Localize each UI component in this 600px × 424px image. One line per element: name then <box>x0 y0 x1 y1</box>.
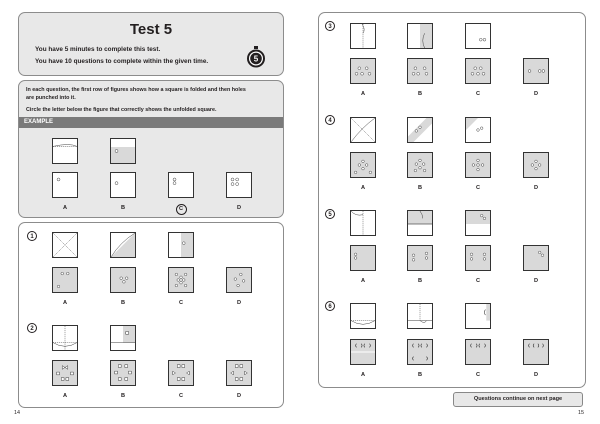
q3-fold-step-1 <box>350 23 376 49</box>
q4-fold-step-1 <box>350 117 376 143</box>
q5-fold-step-1 <box>350 210 376 236</box>
q3-option-a <box>350 58 376 84</box>
q2-option-label-b[interactable]: B <box>120 393 126 399</box>
q3-option-c <box>465 58 491 84</box>
question-3-number: 3 <box>325 21 335 31</box>
example-fold-step-1 <box>52 138 78 164</box>
q1-option-label-a[interactable]: A <box>62 300 68 306</box>
q3-option-label-b[interactable]: B <box>417 91 423 97</box>
answer-circle: C <box>176 204 187 215</box>
intro-line-1: You have 5 minutes to complete this test. <box>35 46 161 53</box>
q2-fold-step-1 <box>52 325 78 351</box>
q1-fold-step-2 <box>110 232 136 258</box>
q3-option-label-c[interactable]: C <box>475 91 481 97</box>
q6-fold-step-3 <box>465 303 491 329</box>
instructions-line-2: are punched into it. <box>26 95 76 101</box>
q5-fold-step-2 <box>407 210 433 236</box>
example-option-label-b[interactable]: B <box>120 205 126 211</box>
q4-option-label-a[interactable]: A <box>360 185 366 191</box>
q5-option-label-b[interactable]: B <box>417 278 423 284</box>
q2-option-label-a[interactable]: A <box>62 393 68 399</box>
q1-option-label-c[interactable]: C <box>178 300 184 306</box>
q4-option-d <box>523 152 549 178</box>
q6-option-b <box>407 339 433 365</box>
q3-option-d <box>523 58 549 84</box>
q4-fold-step-2 <box>407 117 433 143</box>
q1-fold-step-1 <box>52 232 78 258</box>
question-4-number: 4 <box>325 115 335 125</box>
q1-option-label-d[interactable]: D <box>236 300 242 306</box>
q6-fold-step-1 <box>350 303 376 329</box>
q1-option-a <box>52 267 78 293</box>
instructions-line-1: In each question, the first row of figures shows how a square is folded and then holes <box>26 87 246 93</box>
q2-option-a <box>52 360 78 386</box>
stopwatch-icon <box>245 46 267 68</box>
q2-option-label-c[interactable]: C <box>178 393 184 399</box>
question-6-number: 6 <box>325 301 335 311</box>
q5-option-label-c[interactable]: C <box>475 278 481 284</box>
q2-option-b <box>110 360 136 386</box>
example-option-label-c-answer[interactable] <box>168 204 194 215</box>
q5-option-d <box>523 245 549 271</box>
q4-fold-step-3 <box>465 117 491 143</box>
q1-fold-step-3 <box>168 232 194 258</box>
q6-option-c <box>465 339 491 365</box>
q3-option-label-a[interactable]: A <box>360 91 366 97</box>
q4-option-label-b[interactable]: B <box>417 185 423 191</box>
q2-option-label-d[interactable]: D <box>236 393 242 399</box>
timer-value: 5 <box>253 54 259 64</box>
example-option-label-d[interactable]: D <box>236 205 242 211</box>
q4-option-label-c[interactable]: C <box>475 185 481 191</box>
q3-option-b <box>407 58 433 84</box>
example-option-c <box>168 172 194 198</box>
q6-option-a <box>350 339 376 365</box>
page-title: Test 5 <box>129 21 173 38</box>
example-option-a <box>52 172 78 198</box>
page-number-left: 14 <box>14 410 20 416</box>
right-page <box>300 0 600 424</box>
q5-option-label-d[interactable]: D <box>533 278 539 284</box>
example-option-label-a[interactable]: A <box>62 205 68 211</box>
q3-option-label-d[interactable]: D <box>533 91 539 97</box>
intro-line-2: You have 10 questions to complete within the given time. <box>35 58 209 65</box>
q2-fold-step-2 <box>110 325 136 351</box>
page-number-right: 15 <box>578 410 584 416</box>
q5-fold-step-3 <box>465 210 491 236</box>
example-option-b <box>110 172 136 198</box>
continue-notice: Questions continue on next page <box>453 392 583 407</box>
example-fold-step-2 <box>110 138 136 164</box>
question-5-number: 5 <box>325 209 335 219</box>
q6-option-label-c[interactable]: C <box>475 372 481 378</box>
q2-option-d <box>226 360 252 386</box>
example-label: EXAMPLE <box>19 117 283 128</box>
example-option-d <box>226 172 252 198</box>
q5-option-label-a[interactable]: A <box>360 278 366 284</box>
q4-option-label-d[interactable]: D <box>533 185 539 191</box>
instructions-line-3: Circle the letter below the figure that correctly shows the unfolded square. <box>26 107 217 113</box>
q4-option-c <box>465 152 491 178</box>
q5-option-c <box>465 245 491 271</box>
q5-option-b <box>407 245 433 271</box>
q1-option-b <box>110 267 136 293</box>
q6-option-d <box>523 339 549 365</box>
q2-option-c <box>168 360 194 386</box>
q3-fold-step-2 <box>407 23 433 49</box>
q4-option-a <box>350 152 376 178</box>
question-1-number: 1 <box>27 231 37 241</box>
q1-option-label-b[interactable]: B <box>120 300 126 306</box>
q6-option-label-a[interactable]: A <box>360 372 366 378</box>
q5-option-a <box>350 245 376 271</box>
q1-option-d <box>226 267 252 293</box>
q6-option-label-b[interactable]: B <box>417 372 423 378</box>
q3-fold-step-3 <box>465 23 491 49</box>
q1-option-c <box>168 267 194 293</box>
question-2-number: 2 <box>27 323 37 333</box>
q4-option-b <box>407 152 433 178</box>
q6-fold-step-2 <box>407 303 433 329</box>
q6-option-label-d[interactable]: D <box>533 372 539 378</box>
